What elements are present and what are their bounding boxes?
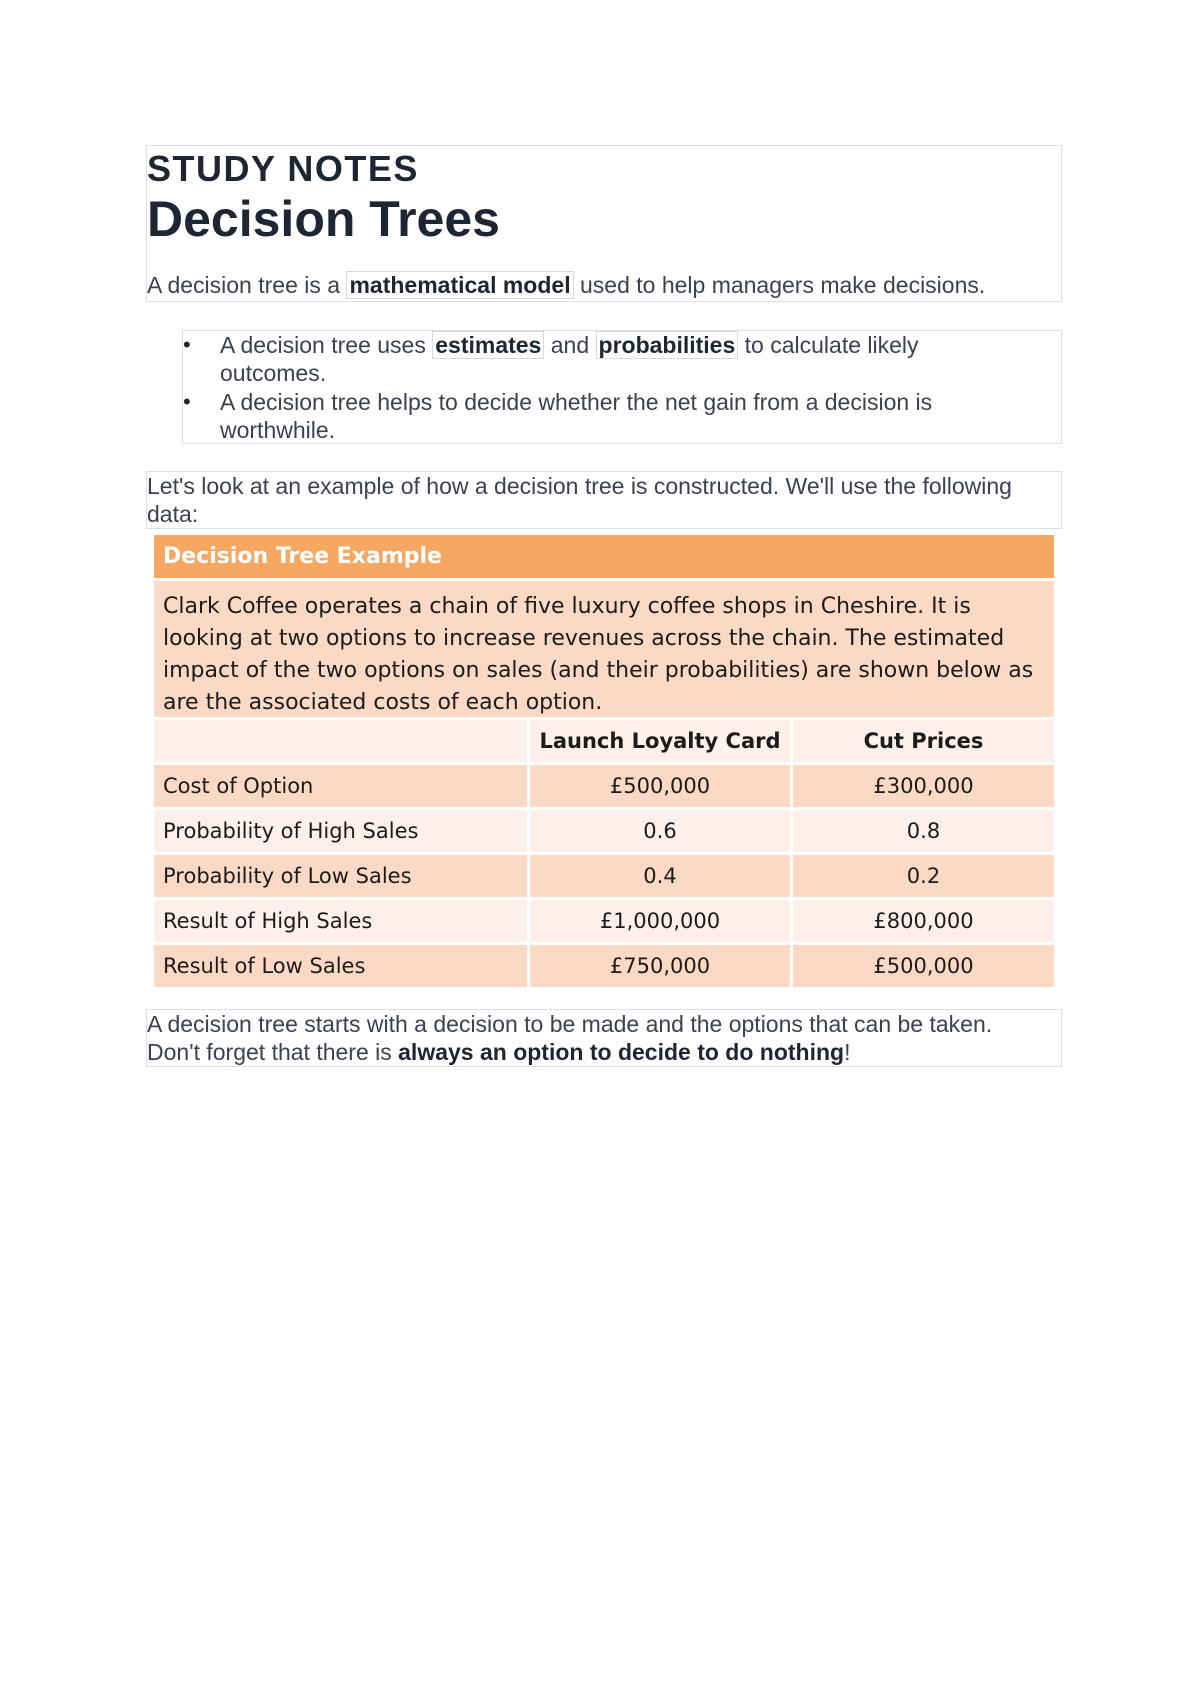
- closing-text-pre: A decision tree starts with a decision to be made and the options that can be taken. Don't forget that there is: [147, 1011, 993, 1065]
- bullet-item-estimates: [220, 331, 1030, 387]
- cell-cut-prices: £800,000: [790, 900, 1054, 942]
- page-title: Decision Trees: [147, 191, 500, 247]
- bullet-text-post: to calculate likely outcomes.: [220, 332, 919, 386]
- intro-text-post: used to help managers make decisions.: [573, 272, 986, 298]
- highlight-estimates: estimates: [432, 331, 544, 359]
- example-intro-box: [146, 471, 1062, 529]
- example-heading: Decision Tree Example: [154, 535, 1054, 578]
- row-label: Result of Low Sales: [154, 945, 527, 987]
- bullet-list: [182, 330, 1062, 444]
- cell-cut-prices: 0.8: [790, 810, 1054, 852]
- closing-paragraph: [147, 1010, 1047, 1066]
- table-row: [154, 765, 1054, 807]
- column-header-blank: [154, 720, 527, 762]
- cell-loyalty-card: £750,000: [527, 945, 790, 987]
- cell-loyalty-card: 0.6: [527, 810, 790, 852]
- row-label: Result of High Sales: [154, 900, 527, 942]
- intro-paragraph: [147, 272, 985, 299]
- closing-bold-text: always an option to decide to do nothing: [398, 1039, 845, 1065]
- cell-loyalty-card: 0.4: [527, 855, 790, 897]
- table-header-row: [154, 720, 1054, 762]
- row-label: Probability of Low Sales: [154, 855, 527, 897]
- bullet-text-pre: A decision tree uses: [220, 332, 433, 358]
- notes-header: [146, 145, 1062, 302]
- table-row: [154, 900, 1054, 942]
- intro-text-pre: A decision tree is a: [147, 272, 347, 298]
- example-data-table: [154, 717, 1054, 990]
- cell-cut-prices: 0.2: [790, 855, 1054, 897]
- example-description: Clark Coffee operates a chain of five luxury coffee shops in Cheshire. It is looking at two options to increase revenues across the chain. The estimated impact of the two options on sales (and their probabilities) are shown below as are the associated costs of each option.: [154, 581, 1054, 717]
- cell-loyalty-card: £1,000,000: [527, 900, 790, 942]
- closing-box: [146, 1009, 1062, 1067]
- table-row: [154, 810, 1054, 852]
- bullet-item-net-gain: • A decision tree helps to decide whether the net gain from a decision is worthwhile.: [220, 388, 1030, 444]
- row-label: Cost of Option: [154, 765, 527, 807]
- study-notes-label: STUDY NOTES: [147, 148, 419, 189]
- example-intro-text: Let's look at an example of how a decision tree is constructed. We'll use the following data:: [147, 473, 1012, 527]
- highlight-probabilities: probabilities: [596, 331, 739, 359]
- table-row: [154, 945, 1054, 987]
- cell-cut-prices: £500,000: [790, 945, 1054, 987]
- column-header-loyalty-card: Launch Loyalty Card: [527, 720, 790, 762]
- closing-text-post: !: [844, 1039, 851, 1065]
- highlight-mathematical-model: mathematical model: [346, 271, 573, 299]
- cell-cut-prices: £300,000: [790, 765, 1054, 807]
- bullet-text-mid: and: [544, 332, 596, 358]
- table-row: [154, 855, 1054, 897]
- row-label: Probability of High Sales: [154, 810, 527, 852]
- cell-loyalty-card: £500,000: [527, 765, 790, 807]
- decision-tree-example-panel: [154, 535, 1054, 1001]
- column-header-cut-prices: Cut Prices: [790, 720, 1054, 762]
